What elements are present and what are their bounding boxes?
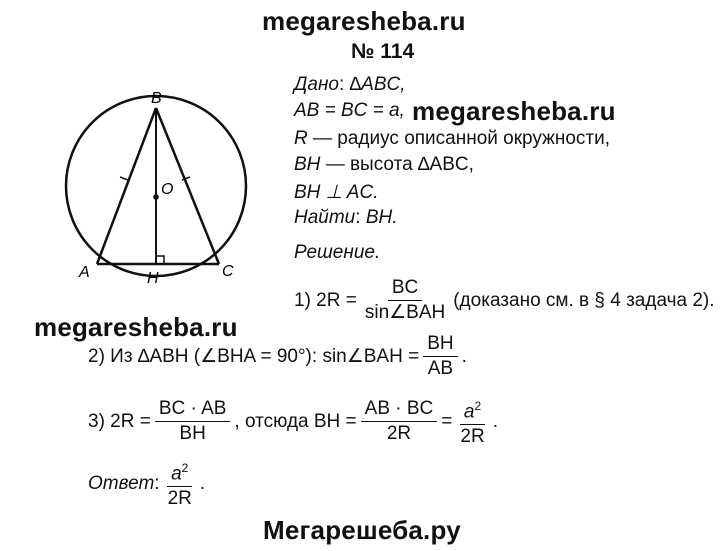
step3-denominator-3: 2R <box>460 426 485 448</box>
solution-step-1 <box>294 276 715 325</box>
given-line-3 <box>294 128 610 150</box>
watermark-top: megaresheba.ru <box>262 6 466 36</box>
step2-lead: 2) Из ∆ABH (∠BHA = 90°): sin∠BAH = <box>88 346 420 367</box>
step1-numerator: BC <box>388 276 422 301</box>
label-o: O <box>161 181 174 198</box>
watermark-middle-left: megaresheba.ru <box>34 312 238 342</box>
solution-step-3 <box>88 394 498 449</box>
step3-fraction-1 <box>155 397 231 446</box>
label-a: A <box>79 264 90 281</box>
step1-fraction <box>361 276 449 325</box>
step1-lead: 1) 2R = <box>294 289 357 311</box>
solution-heading: Решение. <box>294 242 381 263</box>
step1-note: (доказано см. в § 4 задача 2). <box>453 289 715 311</box>
answer-denominator: 2R <box>167 488 192 510</box>
step1-denominator: sin∠BAH <box>364 302 446 323</box>
answer-fraction <box>164 456 196 511</box>
answer-exp: 2 <box>181 461 189 475</box>
geometry-figure <box>60 80 280 295</box>
answer-tail: . <box>199 472 206 494</box>
step2-fraction <box>423 332 457 381</box>
given-bh-text: — высота ∆ABC, <box>325 154 474 175</box>
given-line-5: BH ⊥ AC. <box>294 182 379 203</box>
answer-label: Ответ <box>88 472 155 494</box>
step3-lead: 3) 2R = <box>88 410 151 432</box>
step3-mid: , отсюда BH = <box>234 410 357 432</box>
answer-numerator <box>167 456 192 487</box>
find-value: BH. <box>365 207 398 228</box>
answer-line: Ответ : $\frac{a^2}{2R}$ . <box>88 456 205 511</box>
tick-ab <box>120 177 128 180</box>
step3-a: a <box>463 401 475 423</box>
given-triangle: ∆ABC, <box>349 74 406 95</box>
given-r-symbol: R <box>294 128 308 149</box>
step3-equals: = <box>441 410 453 432</box>
step2-numerator: BH <box>423 332 457 357</box>
step3-exp: 2 <box>474 399 482 413</box>
given-label: Дано <box>294 74 339 95</box>
find-line: Найти: BH. <box>294 207 398 228</box>
solution-step-2 <box>88 332 467 381</box>
watermark-bottom: Мегарешеба.ру <box>263 515 461 545</box>
step2-tail: . <box>461 345 467 367</box>
label-c: C <box>222 263 234 280</box>
watermark-middle-right: megaresheba.ru <box>412 96 616 126</box>
step3-fraction-3 <box>456 394 488 449</box>
step3-fraction-2 <box>361 397 438 446</box>
step3-numerator-3 <box>460 394 485 425</box>
center-o <box>153 194 159 200</box>
given-line-4 <box>294 154 474 176</box>
label-h: H <box>147 270 159 287</box>
step3-denominator-2: 2R <box>386 423 412 445</box>
step3-numerator-1: BC · AB <box>155 397 231 422</box>
step3-numerator-2: AB · BC <box>361 397 438 422</box>
given-r-text: — радиус описанной окружности, <box>313 128 610 149</box>
step2-denominator: AB <box>427 358 454 379</box>
find-label: Найти <box>294 207 356 228</box>
step3-tail: . <box>492 410 498 432</box>
side-ab <box>97 108 156 264</box>
label-b: B <box>151 90 162 107</box>
answer-a: a <box>171 463 182 485</box>
step3-denominator-1: BH <box>179 423 206 445</box>
given-line-2: AB = BC = a, <box>294 100 405 121</box>
problem-number: № 114 <box>351 40 415 63</box>
given-bh-symbol: BH <box>294 154 321 175</box>
given-line-1: Дано: ∆ABC, <box>294 74 406 95</box>
